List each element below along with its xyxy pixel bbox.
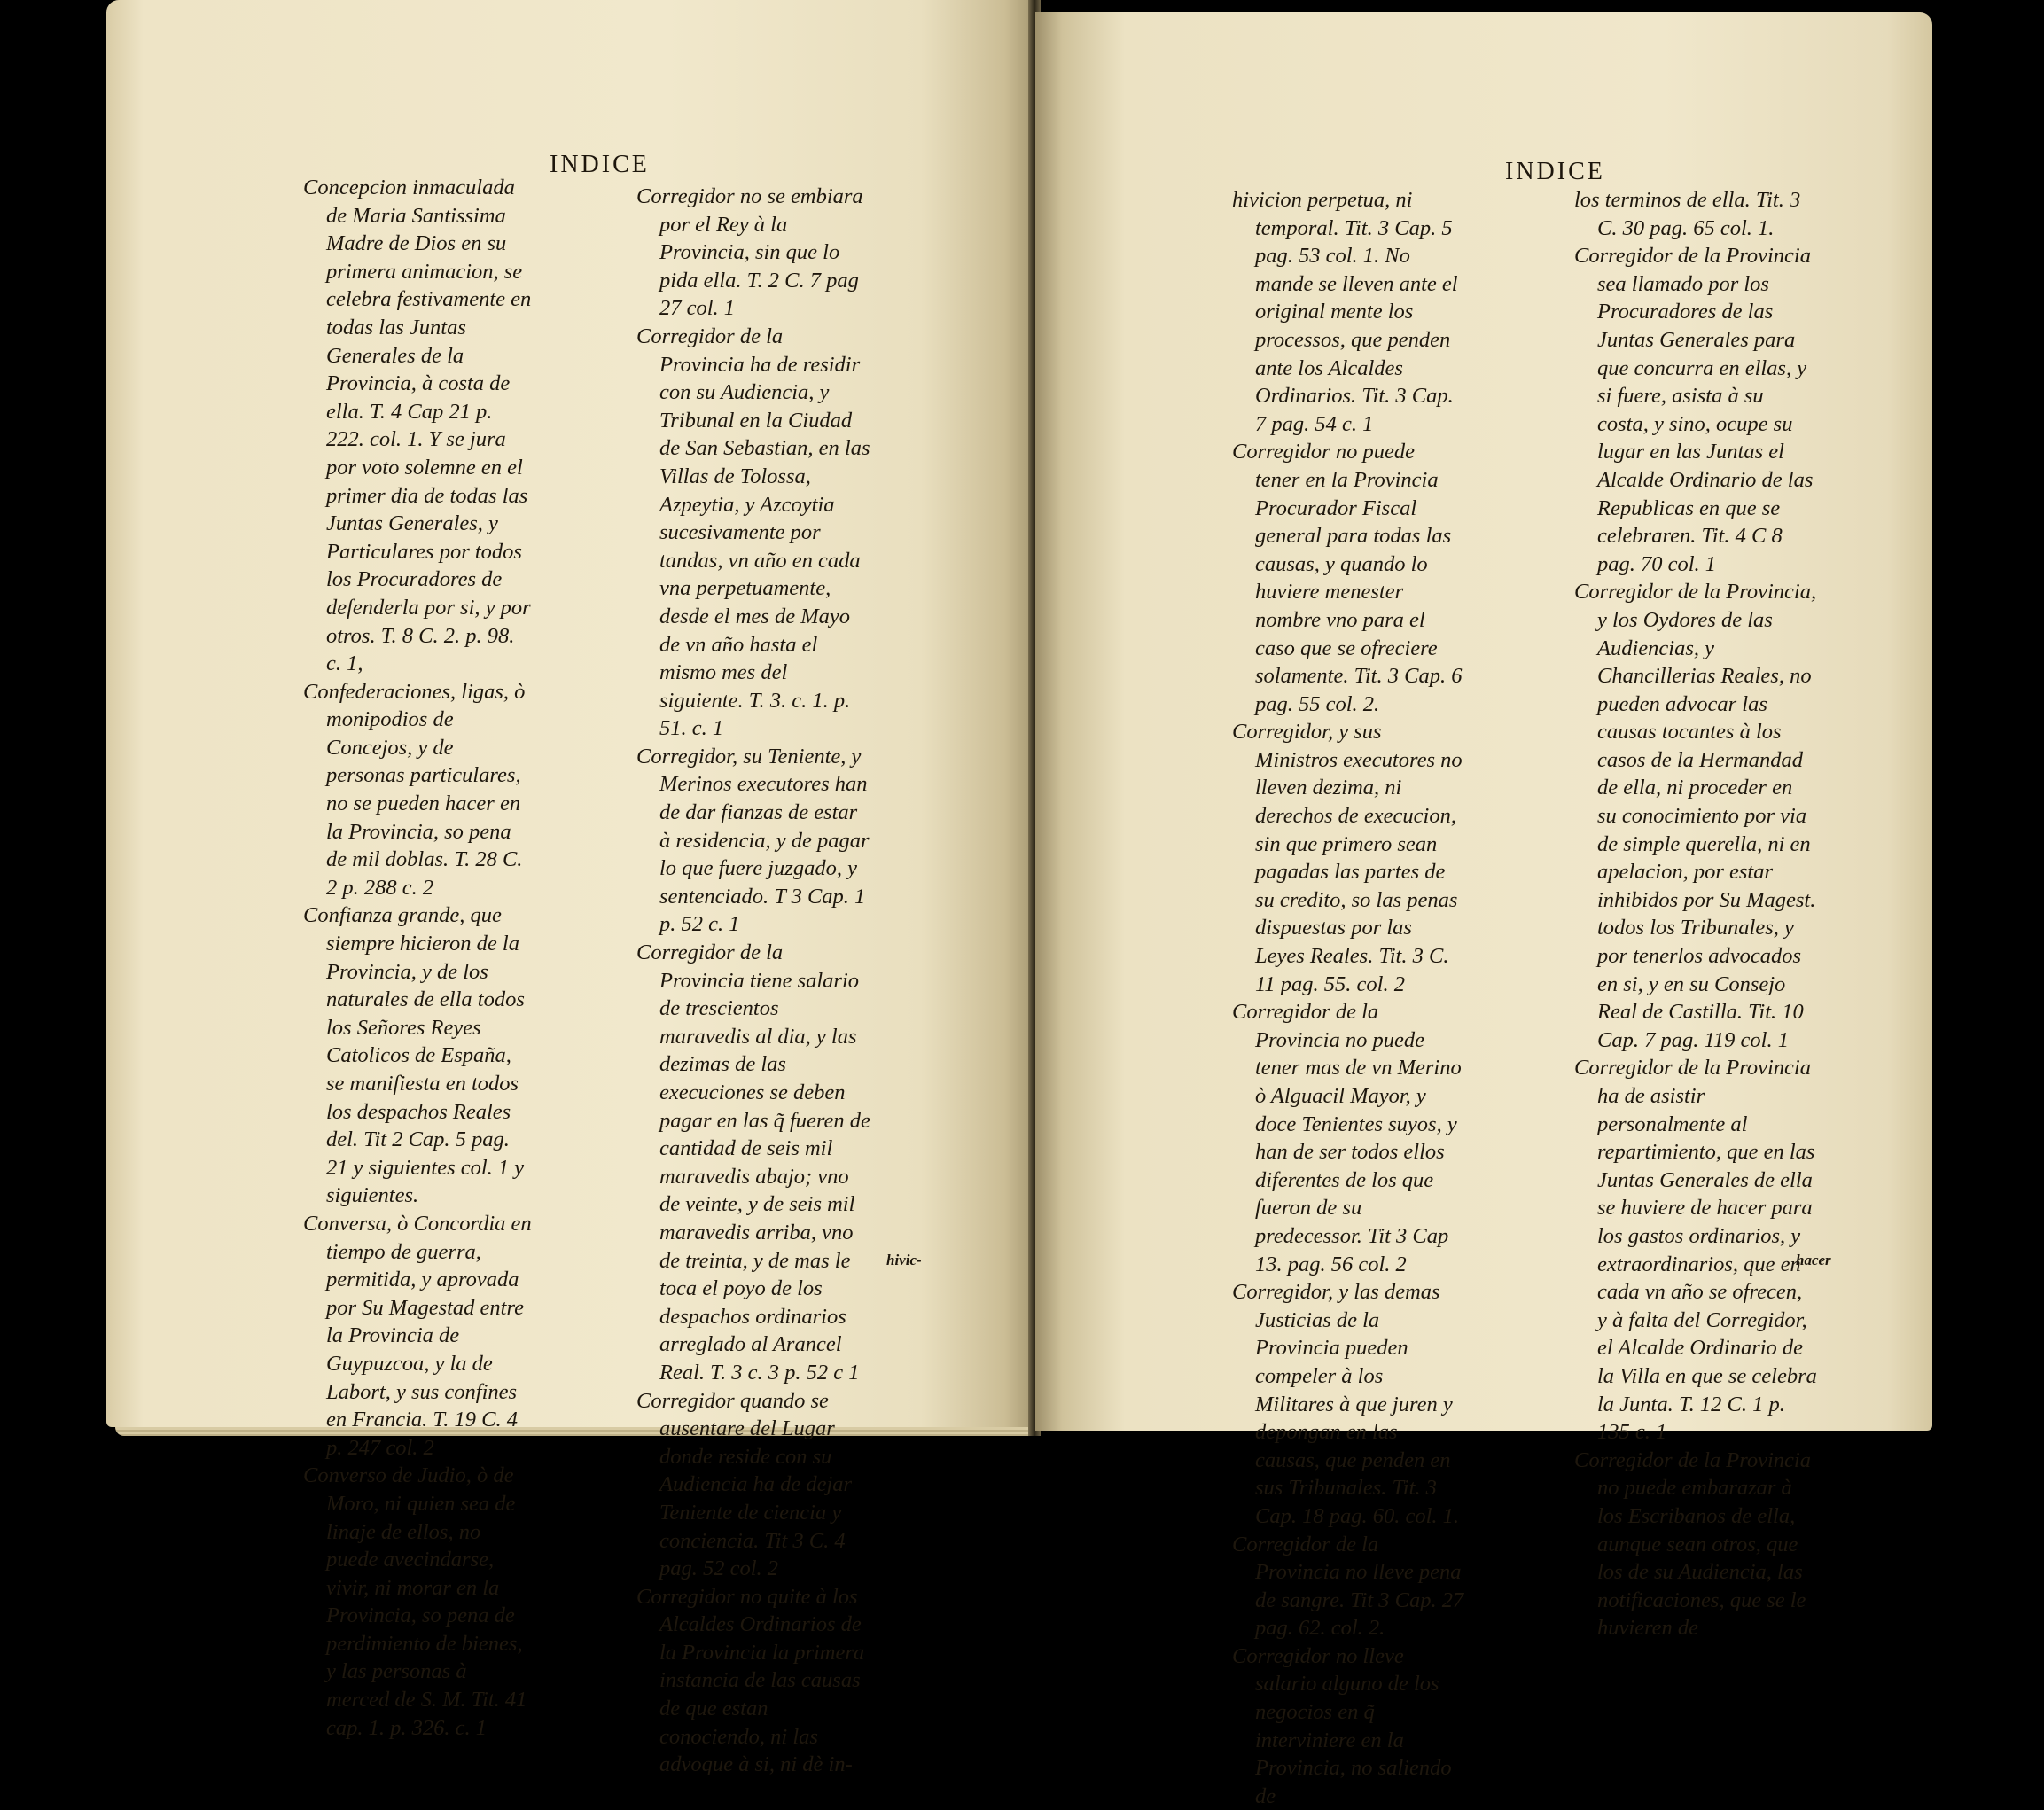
left-page-header: INDICE	[550, 151, 650, 178]
index-entry: Confianza grande, que siempre hicieron de la Provincia, y de los naturales de ella todos los Señores Reyes Catolicos de España, se manifiesta en todos los despachos Reales del. Tit 2 Cap. 5 pag. 21 y siguientes col. 1 y siguientes.	[303, 903, 525, 1208]
index-entry: hivicion perpetua, ni temporal. Tit. 3 Cap. 5 pag. 53 col. 1. No mande se lleven ante el original mente los processos, que penden ante los Alcaldes Ordinarios. Tit. 3 Cap. 7 pag. 54 c. 1	[1232, 188, 1458, 436]
left-column-1	[303, 174, 534, 1742]
index-entry: Corregidor de la Provincia sea llamado por los Procuradores de las Juntas Generales para que concurra en ellas, y si fuere, asista à su costa, y sino, ocupe su lugar en las Juntas el Alcalde Ordinario de las Republicas en que se celebraren. Tit. 4 C 8 pag. 70 col. 1	[1574, 244, 1814, 576]
catchword: hacer	[1796, 1252, 1831, 1268]
index-entry: Corregidor de la Provincia ha de residir con su Audiencia, y Tribunal en la Ciudad de San Sebastian, en las Villas de Tolossa, Azpeytia, y Azcoytia sucesivamente por tandas, vn año en cada vna perpetuamente, desde el mes de Mayo de vn año hasta el mismo mes del siguiente. T. 3. c. 1. p. 51. c. 1	[636, 324, 870, 741]
index-entry: Corregidor, y sus Ministros executores no lleven dezima, ni derechos de execucion, sin que primero sean pagadas las partes de su credito, so las penas dispuestas por las Leyes Reales. Tit. 3 C. 11 pag. 55. col. 2	[1232, 720, 1463, 996]
index-entry: Corregidor quando se ausentare del Lugar donde reside con su Audiencia ha de dejar Teniente de ciencia y conciencia. Tit 3 C. 4 pag. 52 col. 2	[636, 1388, 853, 1581]
index-entry: Corregidor no lleve salario alguno de los negocios en q̃ interviniere en la Provincia, no saliendo de	[1232, 1643, 1452, 1808]
open-book	[106, 0, 1932, 1808]
catchword: hivic-	[886, 1252, 922, 1268]
index-entry: Corregidor no puede tener en la Provincia Procurador Fiscal general para todas las causas, y quando lo huviere menester nombre vno para el caso que se ofreciere solamente. Tit. 3 Cap. 6 pag. 55 col. 2.	[1232, 440, 1463, 716]
index-entry: Corregidor, su Teniente, y Merinos executores han de dar fianzas de estar à residencia, y de pagar lo que fuere juzgado, y sentenciado. T 3 Cap. 1 p. 52 c. 1	[636, 744, 870, 937]
right-page	[1035, 12, 1932, 1808]
index-entry: Confederaciones, ligas, ò monipodios de Concejos, y de personas particulares, no se pueden hacer en la Provincia, so pena de mil doblas. T. 28 C. 2 p. 288 c. 2	[303, 679, 526, 900]
index-entry: los terminos de ella. Tit. 3 C. 30 pag. 65 col. 1.	[1574, 188, 1801, 240]
index-entry: Corregidor de la Provincia tiene salario de trescientos maravedis al dia, y las dezimas de las execuciones se deben pagar en las q̃ fueren de cantidad de seis mil maravedis abajo; vno de veinte, y de seis mil maravedis arriba, vno de treinta, y de mas le toca el poyo de los despachos ordinarios arreglado al Arancel Real. T. 3 c. 3 p. 52 c 1	[636, 940, 870, 1385]
index-entry: Concepcion inmaculada de Maria Santissima Madre de Dios en su primera animacion, se celebra festivamente en todas las Juntas Generales de la Provincia, à costa de ella. T. 4 Cap 21 p. 222. col. 1. Y se jura por voto solemne en el primer dia de todas las Juntas Generales, y Particulares por todos los Procuradores de defenderla por si, y por otros. T. 8 C. 2. p. 98. c. 1,	[303, 176, 532, 676]
right-page-header: INDICE	[1505, 158, 1605, 185]
index-entry: Corregidor no se embiara por el Rey à la Provincia, sin que lo pida ella. T. 2 C. 7 pag 27 col. 1	[636, 184, 863, 321]
index-entry: Corregidor de la Provincia no puede tener mas de vn Merino ò Alguacil Mayor, y doce Tenientes suyos, y han de ser todos ellos diferentes de los que fueron de su predecessor. Tit 3 Cap 13. pag. 56 col. 2	[1232, 1000, 1462, 1276]
index-entry: Corregidor de la Provincia no lleve pena de sangre. Tit 3 Cap. 27 pag. 62. col. 2.	[1232, 1532, 1464, 1641]
left-page	[106, 0, 1033, 1777]
index-entry: Corregidor de la Provincia, y los Oydores de las Audiencias, y Chancillerias Reales, no pueden advocar las causas tocantes à los casos de la Hermandad de ella, ni proceder en su conocimiento por via de simple querella, ni en apelacion, por estar inhibidos por Su Magest. todos los Tribunales, y por tenerlos advocados en si, y en su Consejo Real de Castilla. Tit. 10 Cap. 7 pag. 119 col. 1	[1574, 580, 1817, 1052]
left-column-2	[636, 183, 870, 1779]
index-entry: Corregidor de la Provincia ha de asistir personalmente al repartimiento, que en las Juntas Generales de ella se huviere de hacer para los gastos ordinarios, y extraordinarios, que en cada vn año se ofrecen, y à falta del Corregidor, el Alcalde Ordinario de la Villa en que se celebra la Junta. T. 12 C. 1 p. 135 c. 1	[1574, 1056, 1817, 1445]
index-entry: Converso de Judio, ò de Moro, ni quien sea de linaje de ellos, no puede avecindarse, vivir, ni morar en la Provincia, so pena de perdimiento de bienes, y las personas à merced de S. M. Tit. 41 cap. 1. p. 326. c. 1	[303, 1463, 527, 1740]
right-column-2	[1574, 186, 1817, 1642]
index-entry: Corregidor no quite à los Alcaldes Ordinarios de la Provincia la primera instancia de las causas de que estan conociendo, ni las advoque à si, ni dè in-	[636, 1584, 865, 1777]
right-column-1	[1232, 186, 1464, 1810]
index-entry: Corregidor de la Provincia no puede embarazar à los Escribanos de ella, aunque sean otros, que los de su Audiencia, las notificaciones, que se le huvieren de	[1574, 1447, 1811, 1641]
index-entry: Conversa, ò Concordia en tiempo de guerra, permitida, y aprovada por Su Magestad entre la Provincia de Guypuzcoa, y la de Labort, y sus confines en Francia. T. 19 C. 4 p. 247 col. 2	[303, 1211, 532, 1460]
index-entry: Corregidor, y las demas Justicias de la Provincia pueden compeler à los Militares à que juren y depongan en las causas, que penden en sus Tribunales. Tit. 3 Cap. 18 pag. 60. col. 1.	[1232, 1280, 1460, 1528]
